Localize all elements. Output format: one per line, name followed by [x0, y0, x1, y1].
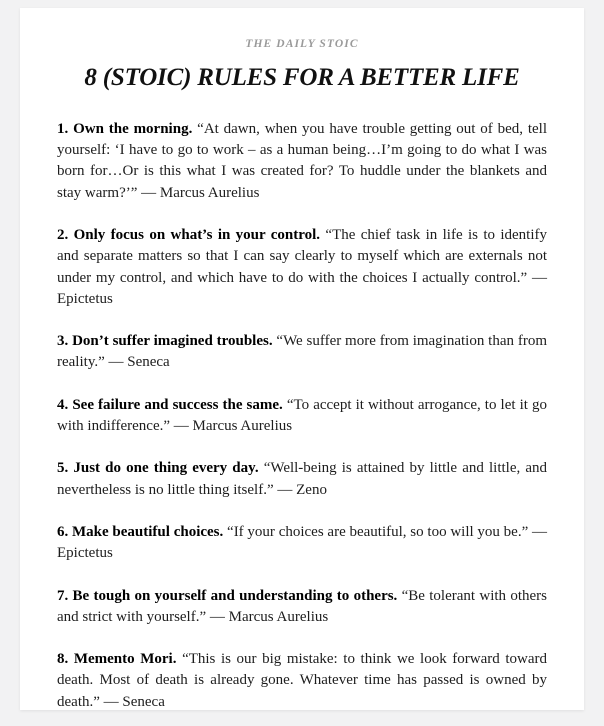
list-item — [57, 225, 547, 310]
list-item — [57, 395, 547, 438]
list-item — [57, 331, 547, 374]
list-item — [57, 119, 547, 204]
rule-body: “Be tolerant with others and strict with yourself.” — Marcus Aurelius — [57, 587, 547, 625]
rule-body: “To accept it without arrogance, to let it go with indifference.” — Marcus Aurelius — [57, 396, 548, 435]
page-title: 8 (STOIC) RULES FOR A BETTER LIFE — [84, 64, 520, 91]
list-item — [57, 586, 547, 629]
rule-body: “The chief task in life is to identify and separate matters so that I can say clearly to myself which are externals not under my control, and which have to do with the choices I actually control.” — Epictetus — [57, 226, 547, 307]
rule-body: “Well-being is attained by little and little, and nevertheless is no little thing itself.” — Zeno — [57, 460, 548, 498]
rule-title: 2. Only focus on what’s in your control. — [57, 226, 321, 243]
rule-body: “If your choices are beautiful, so too will you be.” — Epictetus — [57, 523, 547, 562]
rule-body: “At dawn, when you have trouble getting out of bed, tell yourself: ‘I have to go to work – as a human being…I’m going to do what I was born for…Or is this what I was created for? To huddle under the blankets and stay warm?’” — Marcus Aurelius — [57, 120, 547, 201]
rule-title: 1. Own the morning. — [57, 120, 193, 137]
list-item — [57, 649, 547, 713]
publication-kicker: THE DAILY STOIC — [245, 38, 359, 50]
rule-title: 7. Be tough on yourself and understanding to others. — [57, 587, 398, 604]
list-item — [57, 458, 547, 501]
list-item — [57, 522, 547, 565]
rule-title: 8. Memento Mori. — [57, 651, 177, 668]
rule-title: 6. Make beautiful choices. — [57, 523, 224, 540]
rule-title: 5. Just do one thing every day. — [57, 460, 259, 477]
rule-title: 4. See failure and success the same. — [57, 396, 283, 413]
rule-body: “This is our big mistake: to think we look forward toward death. Most of death is already gone. Whatever time has passed is owned by death.” — Seneca — [57, 651, 548, 710]
document-page — [20, 8, 584, 710]
rules-list — [57, 119, 547, 713]
rule-body: “We suffer more from imagination than from reality.” — Seneca — [57, 333, 547, 371]
rule-title: 3. Don’t suffer imagined troubles. — [57, 333, 273, 350]
